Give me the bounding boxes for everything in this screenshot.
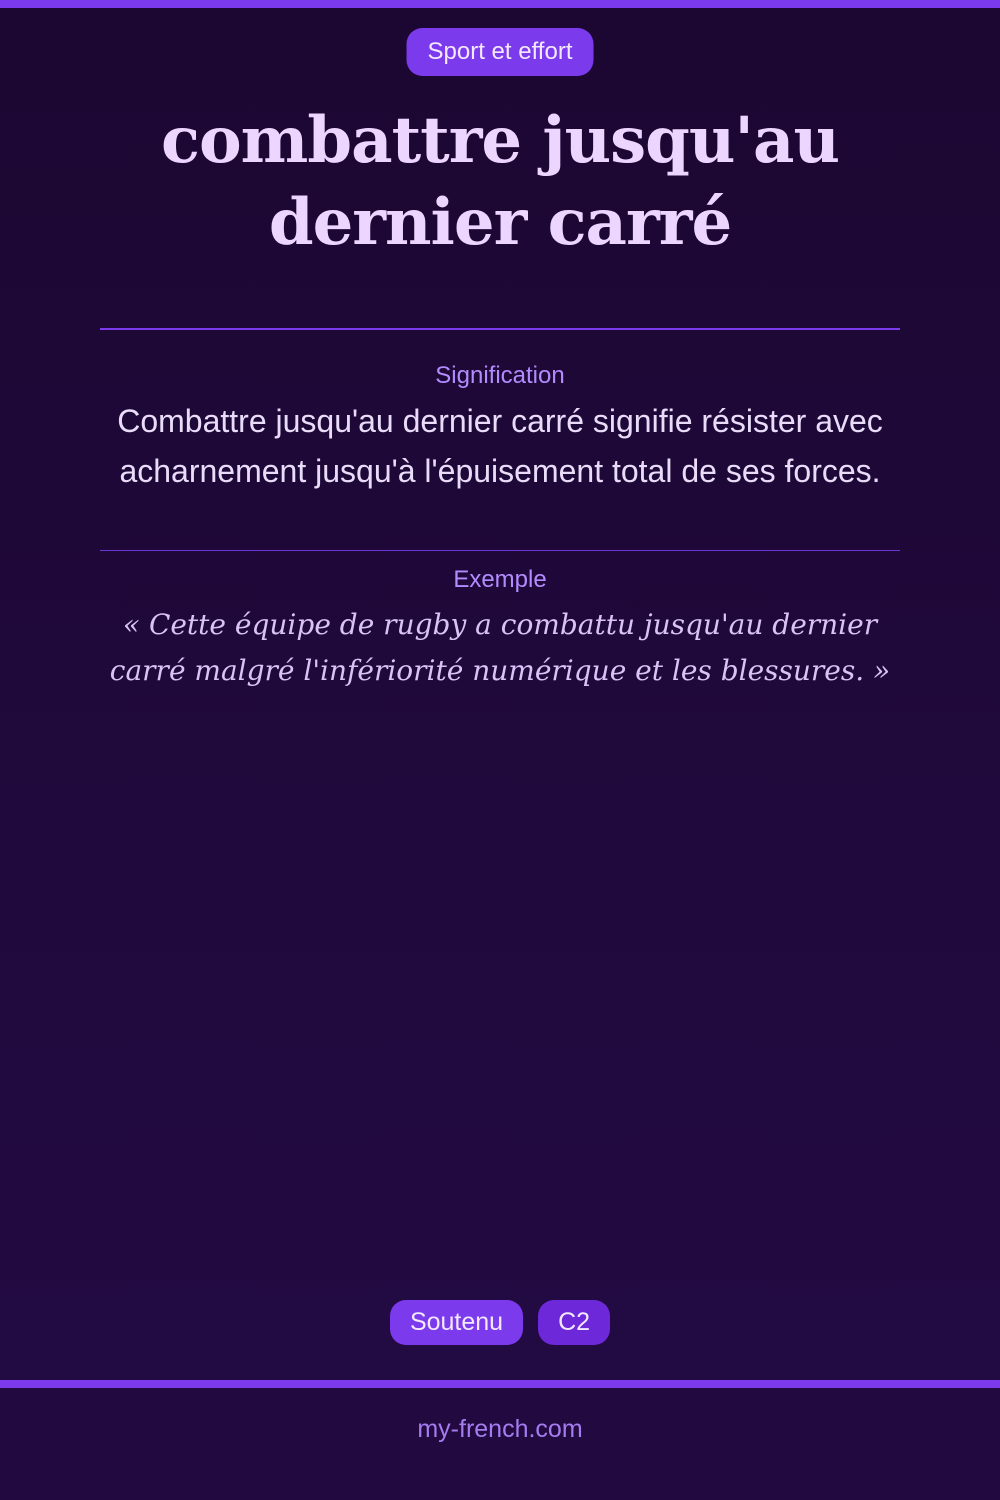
bottom-accent-bar [0, 1380, 1000, 1388]
top-accent-bar [0, 0, 1000, 8]
meaning-label: Signification [435, 362, 565, 389]
register-tag: Soutenu [390, 1300, 523, 1345]
category-badge: Sport et effort [407, 28, 594, 76]
tag-list [0, 1300, 1000, 1345]
title-divider [100, 328, 900, 330]
footer [0, 1388, 1000, 1500]
expression-title: combattre jusqu'au dernier carré [160, 103, 840, 260]
level-tag: C2 [538, 1300, 610, 1345]
example-text: « Cette équipe de rugby a combattu jusqu'au dernier carré malgré l'infériorité numérique et les blessures. » [109, 608, 891, 687]
footer-site-link[interactable]: my-french.com [417, 1415, 583, 1443]
example-label: Exemple [453, 566, 547, 593]
section-divider [100, 550, 900, 551]
meaning-text: Combattre jusqu'au dernier carré signifie résister avec acharnement jusqu'à l'épuisement total de ses forces. [117, 403, 883, 489]
